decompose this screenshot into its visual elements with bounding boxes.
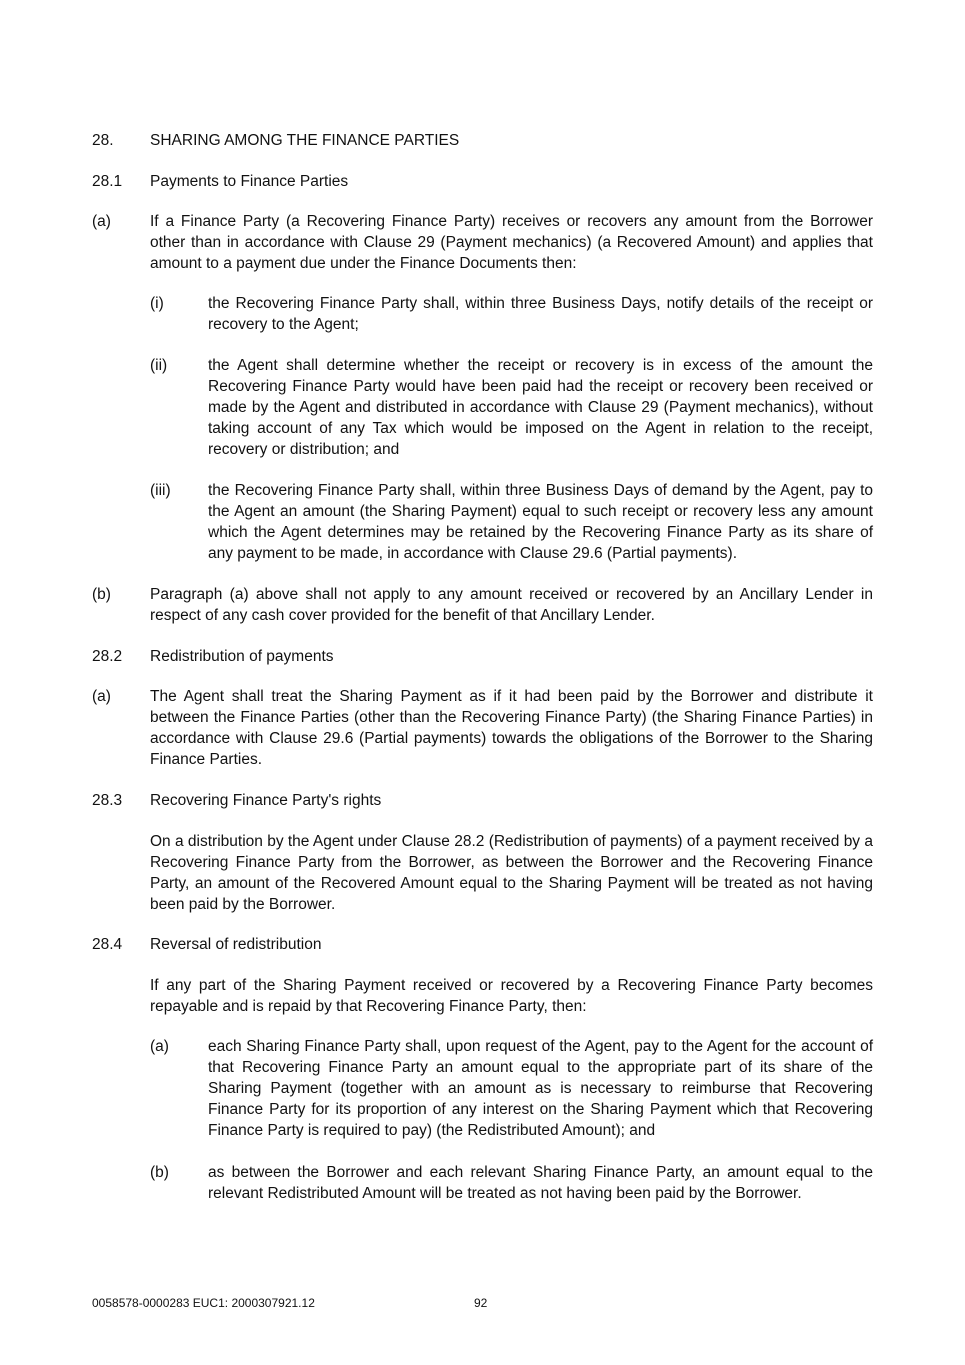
- clause-28-2-number: 28.2: [92, 648, 123, 665]
- clause-28-3-text: On a distribution by the Agent under Clause 28.2 (Redistribution of payments) of a payment received by a Recovering Finance Party from the Borrower, as between the Borrower and the Recovering Finance Party, an amount of the Recovered Amount equal to the Sharing Payment will be treated as not having been paid by the Borrower.: [150, 833, 873, 913]
- clause-28-3-number: 28.3: [92, 792, 123, 809]
- clause-28-4-number: 28.4: [92, 936, 123, 953]
- clause-28-1-a-text: If a Finance Party (a Recovering Finance Party) receives or recovers any amount from the Borrower other than in accordance with Clause 29 (Payment mechanics) (a Recovered Amount) and applies that amount to a payment due under the Finance Documents then:: [150, 213, 873, 272]
- clause-28-3-title: Recovering Finance Party's rights: [150, 792, 382, 809]
- clause-28-1-a-i-text: the Recovering Finance Party shall, within three Business Days, notify details of the receipt or recovery to the Agent;: [208, 295, 873, 333]
- clause-28-1-a-ii-label: (ii): [150, 357, 168, 374]
- clause-28-1-a-ii-text: the Agent shall determine whether the receipt or recovery is in excess of the amount the Recovering Finance Party would have been paid had the receipt or recovery been received or made by the Agent and distributed in accordance with Clause 29 (Payment mechanics), without taking account of any Tax which would be imposed on the Agent in relation to the receipt, recovery or distribution; and: [208, 357, 873, 458]
- section-number: 28.: [92, 132, 114, 149]
- clause-28-1-b-label: (b): [92, 586, 111, 603]
- section-title: SHARING AMONG THE FINANCE PARTIES: [150, 132, 460, 149]
- clause-28-2-a-label: (a): [92, 688, 111, 705]
- clause-28-4-a-text: each Sharing Finance Party shall, upon request of the Agent, pay to the Agent for the account of that Recovering Finance Party an amount equal to the appropriate part of its share of the Sharing Payment (together with an amount as is necessary to reimburse that Recovering Finance Party for its proportion of any interest on the Sharing Payment which that Recovering Finance Party is required to pay) (the Redistributed Amount); and: [208, 1038, 873, 1139]
- clause-28-2-a-text: The Agent shall treat the Sharing Payment as if it had been paid by the Borrower and distribute it between the Finance Parties (other than the Recovering Finance Party) (the Sharing Finance Parties) in accordance with Clause 29.6 (Partial payments) towards the obligations of the Borrower to the Sharing Finance Parties.: [150, 688, 873, 768]
- clause-28-1-number: 28.1: [92, 173, 123, 190]
- clause-28-1-a-i-label: (i): [150, 295, 164, 312]
- clause-28-4-a-label: (a): [150, 1038, 169, 1055]
- clause-28-1-a-label: (a): [92, 213, 111, 230]
- footer-page-number: 92: [474, 1296, 488, 1310]
- clause-28-1-title: Payments to Finance Parties: [150, 173, 349, 190]
- clause-28-2-title: Redistribution of payments: [150, 648, 334, 665]
- clause-28-4-b-text: as between the Borrower and each relevant Sharing Finance Party, an amount equal to the relevant Redistributed Amount will be treated as not having been paid by the Borrower.: [208, 1164, 873, 1202]
- footer-document-reference: 0058578-0000283 EUC1: 2000307921.12: [92, 1296, 315, 1310]
- clause-28-4-b-label: (b): [150, 1164, 169, 1181]
- clause-28-1-a-iii-text: the Recovering Finance Party shall, within three Business Days of demand by the Agent, pay to the Agent an amount (the Sharing Payment) equal to such receipt or recovery less any amount which the Agent determines may be retained by the Recovering Finance Party as its share of any payment to be made, in accordance with Clause 29.6 (Partial payments).: [208, 482, 873, 562]
- clause-28-1-a-iii-label: (iii): [150, 482, 171, 499]
- clause-28-4-text: If any part of the Sharing Payment received or recovered by a Recovering Finance Party becomes repayable and is repaid by that Recovering Finance Party, then:: [150, 977, 873, 1015]
- clause-28-4-title: Reversal of redistribution: [150, 936, 322, 953]
- clause-28-1-b-text: Paragraph (a) above shall not apply to any amount received or recovered by an Ancillary Lender in respect of any cash cover provided for the benefit of that Ancillary Lender.: [150, 586, 873, 624]
